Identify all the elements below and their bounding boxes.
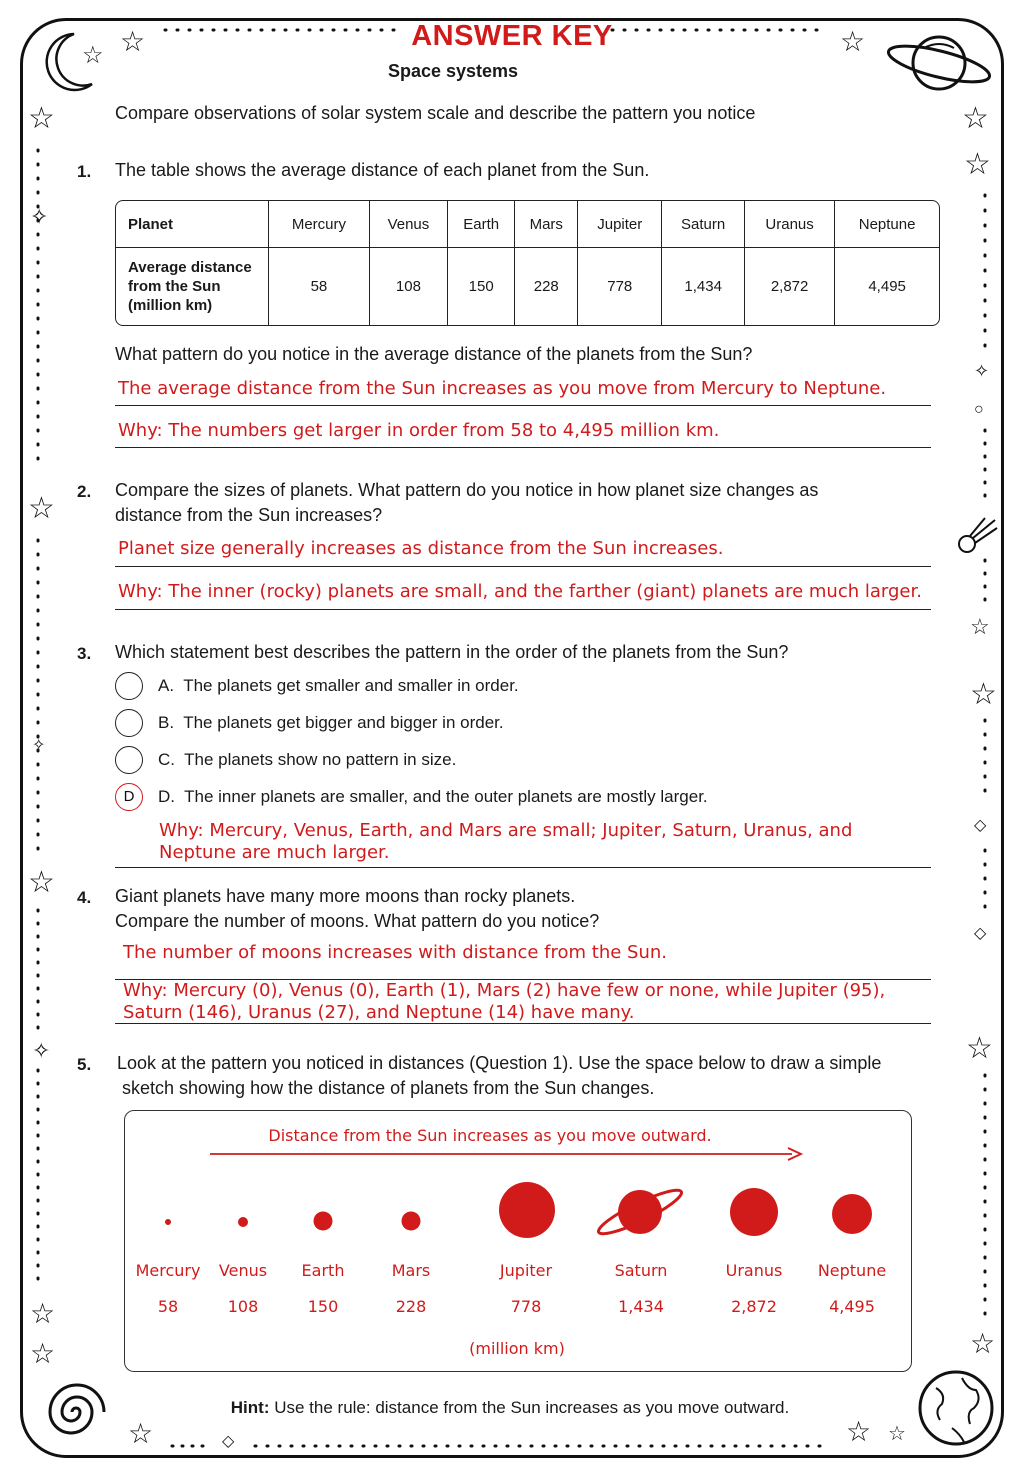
answer-line — [115, 566, 931, 567]
planet-dot-earth — [314, 1212, 333, 1231]
table-header-cell: Mercury — [269, 201, 370, 248]
planet-dot-venus — [238, 1217, 248, 1227]
option-c-label — [158, 750, 456, 770]
answer-why — [159, 820, 852, 864]
option-text: The planets get bigger and bigger in order. — [183, 713, 504, 732]
star-icon: ☆ — [970, 614, 990, 639]
sketch-planet-distance: 150 — [307, 1297, 339, 1316]
intro-text: Compare observations of solar system scale and describe the pattern you notice — [115, 103, 756, 123]
star-icon: ◇ — [974, 817, 987, 834]
question-prompt — [115, 478, 818, 528]
planet-dot-neptune — [832, 1194, 872, 1234]
hint-label: Hint: — [230, 1398, 270, 1417]
star-icon: ☆ — [30, 1338, 56, 1369]
prompt-line: Compare the number of moons. What pattern do you notice? — [115, 911, 600, 931]
star-icon: ☆ — [28, 866, 55, 899]
sketch-planet-name: Jupiter — [499, 1261, 553, 1280]
option-b-label — [158, 713, 504, 733]
prompt-line: Compare the sizes of planets. What pattern do you notice in how planet size changes as — [115, 480, 819, 500]
star-icon: ☆ — [82, 42, 104, 69]
table-cell: 228 — [515, 248, 578, 325]
why-line: Saturn (146), Uranus (27), and Neptune (14) have many. — [123, 1002, 635, 1023]
table-cell: 108 — [370, 248, 448, 325]
question-prompt — [117, 1051, 881, 1101]
option-d-radio[interactable]: D — [115, 783, 143, 811]
table-header-cell: Uranus — [745, 201, 835, 248]
sketch-planet-name: Uranus — [725, 1261, 783, 1280]
star-icon: ☆ — [970, 678, 997, 711]
table-header-row — [116, 201, 939, 248]
question-prompt: What pattern do you notice in the average distance of the planets from the Sun? — [115, 344, 753, 364]
star-icon: ☆ — [888, 1423, 906, 1445]
star-icon: ◇ — [222, 1433, 235, 1450]
star-icon: ✧ — [974, 361, 990, 381]
row-label-line: (million km) — [128, 297, 213, 314]
planet-dot-mercury — [165, 1219, 171, 1225]
star-icon: ☆ — [970, 1328, 996, 1359]
table-cell: 2,872 — [745, 248, 835, 325]
star-icon: ☆ — [120, 26, 146, 57]
sketch-planet-distance: 778 — [510, 1297, 542, 1316]
option-text: The planets show no pattern in size. — [184, 750, 457, 769]
star-icon: ☆ — [840, 26, 866, 57]
star-icon: ✧ — [30, 204, 49, 229]
planet-dot-uranus — [730, 1188, 778, 1236]
table-header-cell: Venus — [370, 201, 448, 248]
distance-table — [115, 200, 940, 326]
question-prompt — [115, 884, 599, 934]
table-row-label — [116, 248, 269, 325]
sketch-drawing — [0, 1140, 1024, 1240]
sketch-planet-distance: 108 — [227, 1297, 259, 1316]
why-line: Why: Mercury (0), Venus (0), Earth (1), Mars (2) have few or none, while Jupiter (95), — [123, 980, 886, 1001]
table-row — [116, 248, 939, 325]
answer-text: The average distance from the Sun increases as you move from Mercury to Neptune. — [118, 378, 887, 399]
why-line: Why: Mercury, Venus, Earth, and Mars are small; Jupiter, Saturn, Uranus, and — [159, 820, 853, 841]
option-letter: C. — [158, 750, 175, 769]
row-label-line: from the Sun — [128, 278, 221, 295]
sketch-planet-distance: 1,434 — [618, 1297, 664, 1316]
answer-why: Why: The inner (rocky) planets are small, and the farther (giant) planets are much larger. — [118, 581, 922, 602]
star-icon: ☆ — [846, 1416, 872, 1447]
table-header-cell: Jupiter — [578, 201, 662, 248]
sketch-planet-name: Saturn — [614, 1261, 668, 1280]
page-subtitle: Space systems — [387, 61, 519, 81]
sketch-planet-distance: 228 — [395, 1297, 427, 1316]
star-icon: ☆ — [128, 1418, 154, 1449]
table-cell: 778 — [578, 248, 662, 325]
answer-text: Planet size generally increases as distance from the Sun increases. — [118, 538, 724, 559]
answer-line — [115, 1023, 931, 1024]
hint-text — [0, 1398, 1020, 1418]
question-number: 5. — [77, 1055, 92, 1074]
row-label-line: Average distance — [128, 259, 252, 276]
table-header-cell: Neptune — [835, 201, 939, 248]
table-cell: 4,495 — [868, 278, 906, 295]
option-letter: D. — [158, 787, 175, 806]
sketch-planet-name: Venus — [218, 1261, 268, 1280]
page-title: ANSWER KEY — [411, 20, 613, 52]
sketch-planet-name: Neptune — [817, 1261, 887, 1280]
answer-why: Why: The numbers get larger in order from 58 to 4,495 million km. — [118, 420, 720, 441]
option-letter: B. — [158, 713, 175, 732]
option-text: The inner planets are smaller, and the outer planets are mostly larger. — [184, 787, 708, 806]
option-b-radio[interactable] — [115, 709, 143, 737]
sketch-planet-name: Earth — [301, 1261, 345, 1280]
option-a-label — [158, 676, 519, 696]
sketch-planet-name: Mercury — [135, 1261, 201, 1280]
sketch-planet-name: Mars — [391, 1261, 431, 1280]
answer-line — [115, 609, 931, 610]
option-d-label — [158, 787, 708, 807]
answer-line — [115, 867, 931, 868]
planet-dot-mars — [402, 1212, 421, 1231]
option-letter: A. — [158, 676, 175, 695]
option-c-radio[interactable] — [115, 746, 143, 774]
option-text: The planets get smaller and smaller in order. — [183, 676, 519, 695]
star-icon: ○ — [974, 401, 984, 418]
planet-dot-saturn — [595, 1184, 686, 1240]
question-prompt: Which statement best describes the pattern in the order of the planets from the Sun? — [115, 642, 789, 662]
table-header-cell: Earth — [448, 201, 515, 248]
star-icon: ☆ — [966, 1032, 993, 1065]
answer-line — [115, 405, 931, 406]
question-number: 4. — [77, 888, 92, 907]
sketch-unit: (million km) — [469, 1339, 565, 1358]
star-icon: ☆ — [28, 492, 55, 525]
table-cell: 150 — [448, 248, 515, 325]
star-icon: ☆ — [30, 1298, 56, 1329]
prompt-line: distance from the Sun increases? — [115, 505, 383, 525]
sketch-planet-distance: 4,495 — [829, 1297, 875, 1316]
planet-dot-jupiter — [499, 1182, 555, 1238]
question-prompt: The table shows the average distance of each planet from the Sun. — [115, 160, 650, 180]
prompt-line: sketch showing how the distance of planets from the Sun changes. — [122, 1078, 655, 1098]
table-cell: 58 — [269, 248, 370, 325]
table-header-cell: Saturn — [662, 201, 745, 248]
answer-line — [115, 447, 931, 448]
star-icon: ✧ — [32, 1038, 51, 1063]
table-header-cell: Planet — [116, 201, 269, 248]
question-number: 2. — [77, 482, 92, 501]
star-icon: ◇ — [974, 925, 987, 942]
prompt-line: Look at the pattern you noticed in distances (Question 1). Use the space below to draw a simple — [117, 1053, 882, 1073]
star-icon: ☆ — [28, 102, 55, 135]
question-number: 3. — [77, 644, 92, 663]
sketch-planet-distance: 2,872 — [731, 1297, 777, 1316]
table-header-cell: Mars — [515, 201, 578, 248]
why-line: Neptune are much larger. — [159, 842, 390, 863]
sketch-caption: Distance from the Sun increases as you move outward. — [268, 1126, 712, 1145]
answer-text: The number of moons increases with distance from the Sun. — [123, 942, 668, 963]
star-icon: ✧ — [32, 737, 46, 754]
question-number: 1. — [77, 162, 92, 181]
hint-body: Use the rule: distance from the Sun increases as you move outward. — [269, 1398, 790, 1417]
star-icon: ☆ — [962, 102, 989, 135]
table-cell: 1,434 — [662, 248, 745, 325]
prompt-line: Giant planets have many more moons than rocky planets. — [115, 886, 576, 906]
star-icon: ☆ — [964, 148, 991, 181]
answer-why — [123, 980, 885, 1024]
option-a-radio[interactable] — [115, 672, 143, 700]
sketch-planet-distance: 58 — [157, 1297, 179, 1316]
